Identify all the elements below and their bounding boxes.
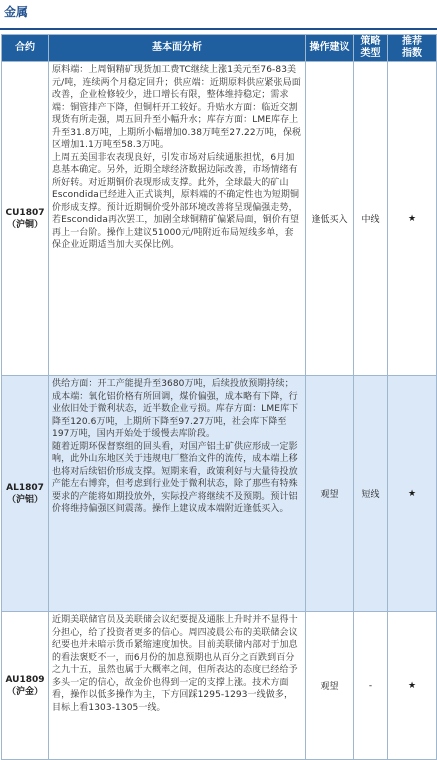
table-row <box>2 376 437 612</box>
header-rating: 推荐指数 <box>388 35 437 62</box>
analysis-paragraph: 随着近期环保督察组的回头看，对国产铝土矿供应形成一定影响，此外山东地区关于违规电厂整治文件的流传，成本端上移也将对后续铝价形成支撑。短期来看，政策利好与大量待投放产能左右博弈，但考虑到行业处于微利状态，除了那些有特殊要求的产能将如期投放外，实际投产将继续不及预期。预计铝价将维持偏强区间震荡。操作上建议成本端附近逢低买入。 <box>52 441 298 514</box>
analysis-cell <box>49 612 306 760</box>
contract-code: AU1809 <box>5 674 45 685</box>
strategy-cell: 中线 <box>354 62 388 376</box>
header-advice: 操作建议 <box>306 35 354 62</box>
analysis-cell <box>49 62 306 376</box>
advice-cell: 观望 <box>306 376 354 612</box>
contract-name: （沪铜） <box>6 219 43 230</box>
advice-cell: 观望 <box>306 612 354 760</box>
contract-name: （沪铝） <box>6 494 43 505</box>
analysis-paragraph: 原料端：上周铜精矿现货加工费TC继续上涨1美元至76-83美元/吨，连续两个月稳定回升；供应端：近期原料供应紧张局面改善，企业检修较少，进口增长有限，整体维持稳定；需求端：铜管排产下降，但铜杆开工较好。升贴水方面：临近交割现货有所走强，周五回升至小幅升水；库存方面：LME库存上升至31.8万吨，上期所小幅增加0.38万吨至27.22万吨，保税区增加1.1万吨至58.3万吨。 <box>52 65 302 150</box>
analysis-paragraph: 供给方面：开工产能提升至3680万吨，后续投放预期持续；成本端：氧化铝价格有所回调，煤价偏强，成本略有下降，行业依旧处于微利状态，近半数企业亏损。库存方面：LME库下降至120.6万吨，上期所下降至97.27万吨，社会库下降至197万吨，国内开始处于缓慢去库阶段。 <box>52 379 299 439</box>
contract-cell <box>2 62 49 376</box>
strategy-cell: - <box>354 612 388 760</box>
table-row <box>2 62 437 376</box>
header-strategy: 策略类型 <box>354 35 388 62</box>
contract-cell <box>2 612 49 760</box>
rating-star-icon: ★ <box>388 376 437 612</box>
header-analysis: 基本面分析 <box>49 35 306 62</box>
strategy-cell: 短线 <box>354 376 388 612</box>
contract-code: AL1807 <box>6 482 44 493</box>
contract-name: （沪金） <box>6 686 43 697</box>
analysis-cell <box>49 376 306 612</box>
contract-code: CU1807 <box>5 207 45 218</box>
table-header-row <box>2 35 437 62</box>
analysis-paragraph: 近期美联储官员及美联储会议纪要提及通胀上升时并不显得十分担心，给了投资者更多的信心。周四凌晨公布的美联储会议纪要也并未暗示货币紧缩速度加快。目前美联储内部对于加息的看法褒贬不一，而6月份的加息预期也从百分之百跌到百分之九十五，虽然也属于大概率之间，但所表达的态度已经给予多头一定的信心，故金价也得到一定的支撑上涨。技术方面看，操作以低多操作为主，下方回踩1295-1293一线做多，目标上看1303-1305一线。 <box>52 615 298 713</box>
advice-cell: 逢低买入 <box>306 62 354 376</box>
analysis-paragraph: 上周五美国非农表现良好，引发市场对后续通胀担忧，6月加息基本确定。另外，近期全球经济数据边际改善，市场情绪有所好转。对近期铜价表现形成支撑。此外，全球最大的矿山Escondida已经进入正式谈判，原料端的不确定性也为短期铜价形成支撑。预计近期铜价受外部环境改善将呈现偏强走势，若Escondida再次罢工，加剧全球铜精矿偏紧局面，铜价有望再上一台阶。操作上建议51000元/吨附近布局短线多单，套保企业近期适当加大买保比例。 <box>52 152 300 250</box>
table-row <box>2 612 437 760</box>
rating-star-icon: ★ <box>388 62 437 376</box>
rating-star-icon: ★ <box>388 612 437 760</box>
contract-cell <box>2 376 49 612</box>
metals-table <box>1 34 437 760</box>
header-contract: 合约 <box>2 35 49 62</box>
section-title: 金属 <box>0 0 437 30</box>
